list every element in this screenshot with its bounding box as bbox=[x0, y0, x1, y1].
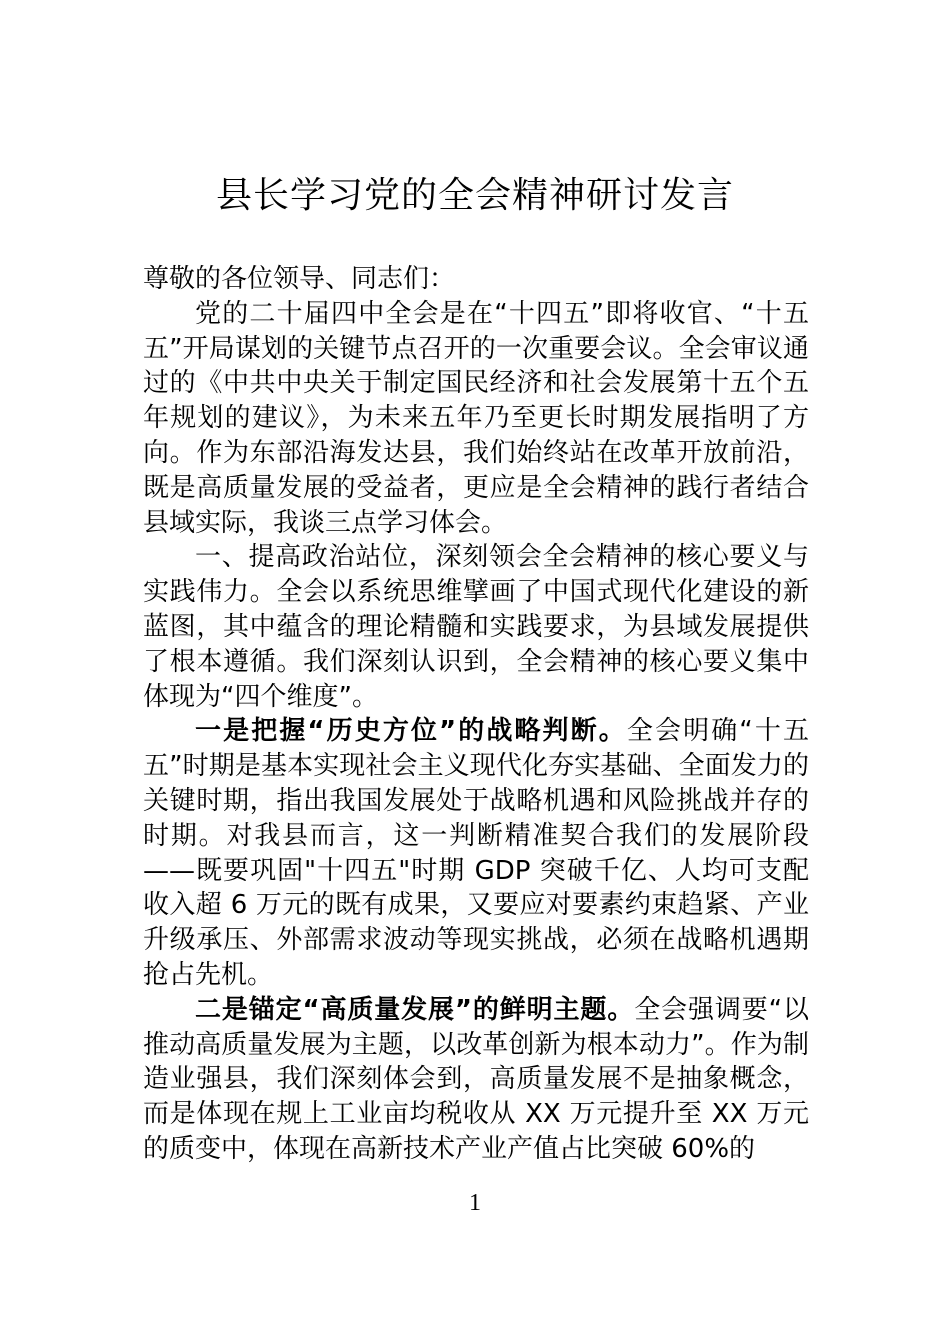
paragraph-text: 全会明确“十五五”时期是基本实现社会主义现代化夯实基础、全面发力的关键时期，指出我国发展处于战略机遇和风险挑战并存的时期。对我县而言，这一判断精准契合我们的发展阶段——既要巩固"十四五"时期 GDP 突破千亿、人均可支配收入超 6 万元的既有成果，又要应对要素约束趋紧、产业升级承压、外部需求波动等现实挑战，必须在战略机遇期抢占先机。 bbox=[143, 716, 809, 990]
document-body bbox=[143, 262, 809, 1167]
paragraph-intro bbox=[143, 297, 809, 541]
paragraph-section-one bbox=[143, 540, 809, 714]
salutation: 尊敬的各位领导、同志们： bbox=[143, 264, 456, 294]
paragraph-text: 党的二十届四中全会是在“十四五”即将收官、“十五五”开局谋划的关键节点召开的一次重要会议。全会审议通过的《中共中央关于制定国民经济和社会发展第十五个五年规划的建议》，为未来五年乃至更长时期发展指明了方向。作为东部沿海发达县，我们始终站在改革开放前沿，既是高质量发展的受益者，更应是全会精神的践行者结合县域实际，我谈三点学习体会。 bbox=[143, 298, 809, 538]
page-title: 县长学习党的全会精神研讨发言 bbox=[215, 175, 734, 216]
paragraph-lead: 二是锚定“高质量发展”的鲜明主题。 bbox=[195, 994, 635, 1025]
paragraph-text: 一、提高政治站位，深刻领会全会精神的核心要义与实践伟力。全会以系统思维擘画了中国式现代化建设的新蓝图，其中蕴含的理论精髓和实践要求，为县域发展提供了根本遵循。我们深刻认识到，全会精神的核心要义集中体现为“四个维度”。 bbox=[143, 542, 809, 712]
paragraph-text: 全会强调要“以推动高质量发展为主题，以改革创新为根本动力”。作为制造业强县，我们深刻体会到，高质量发展不是抽象概念，而是体现在规上工业亩均税收从 XX 万元提升至 XX 万元的质变中，体现在高新技术产业产值占比突破 60%的 bbox=[143, 994, 809, 1164]
paragraph-point-two bbox=[143, 993, 809, 1167]
paragraph-point-one bbox=[143, 714, 809, 992]
page-number: 1 bbox=[469, 1190, 481, 1216]
paragraph-lead: 一是把握“历史方位”的战略判断。 bbox=[195, 716, 627, 747]
